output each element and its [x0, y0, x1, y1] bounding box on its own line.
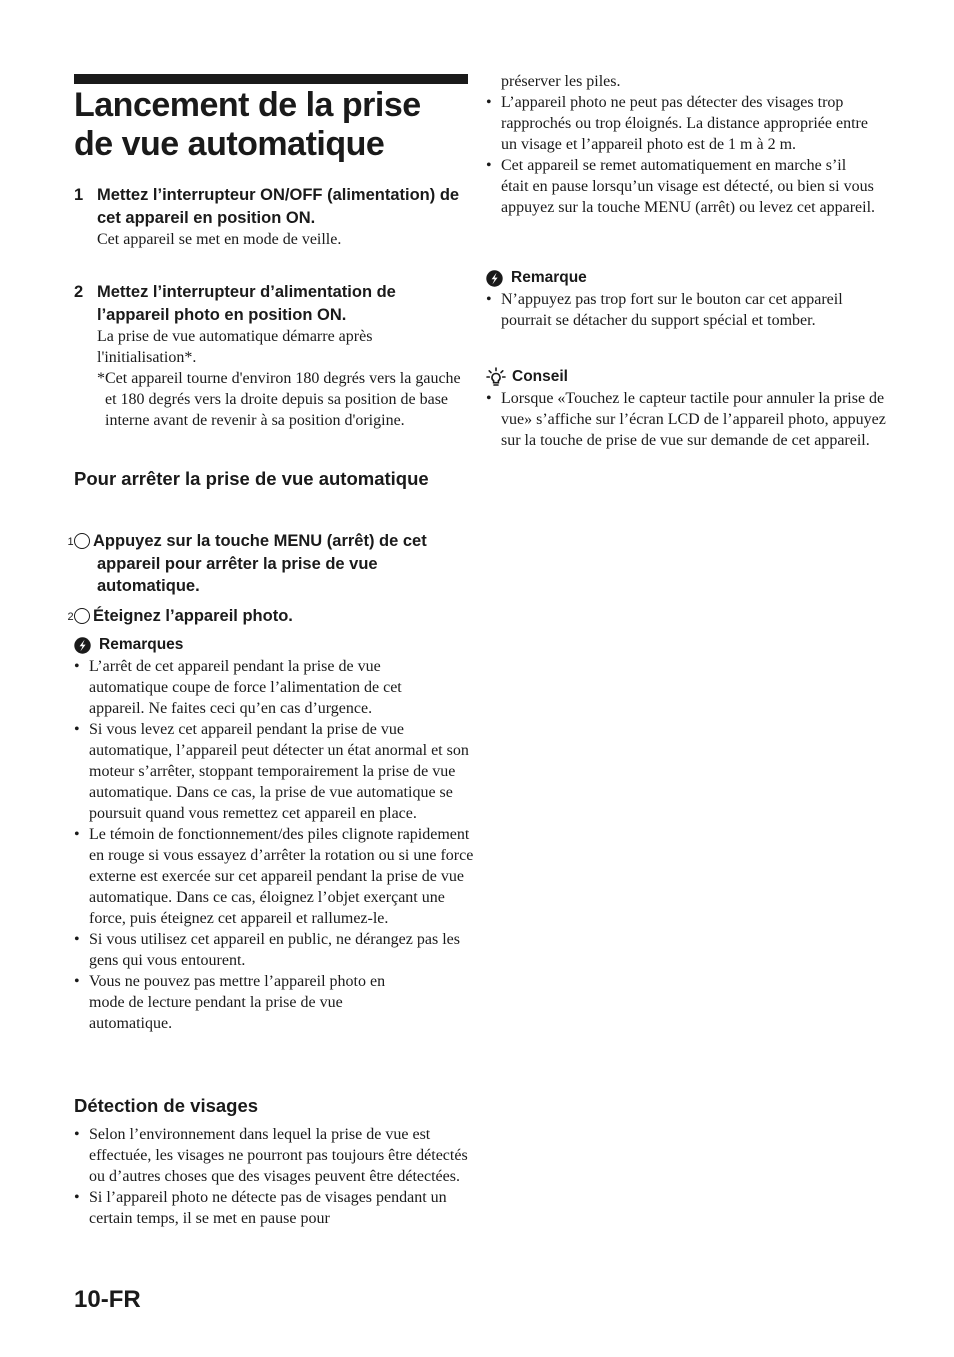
list-item — [74, 1187, 473, 1229]
list-item — [486, 92, 873, 155]
section-heading-stop: Pour arrêter la prise de vue automatique — [74, 468, 429, 489]
item-text: N’appuyez pas trop fort sur le bouton car cet appareil pourrait se détacher du support spécial et tomber. — [501, 291, 843, 329]
tip-heading — [486, 367, 568, 387]
remark-list — [486, 289, 882, 331]
list-item — [486, 289, 866, 331]
bullet: • — [74, 1189, 80, 1206]
list-item — [74, 929, 471, 971]
item-text: Si vous levez cet appareil pendant la prise de vue automatique, l’appareil peut détecter un état anormal et son moteur s’arrêter, stoppant temporairement la prise de vue automatique. Dans ce cas, la prise de vue automatique se poursuit quand vous remettez cet appareil en place. — [89, 721, 469, 822]
item-text: Vous ne pouvez pas mettre l’appareil photo en mode de lecture pendant la prise de vue automatique. — [89, 973, 386, 1032]
bullet: • — [74, 973, 80, 990]
bullet: • — [486, 94, 492, 111]
bullet: • — [486, 291, 492, 308]
item-text: L’appareil photo ne peut pas détecter des visages trop rapprochés ou trop éloignés. La distance appropriée entre un visage et l’appareil photo est de 1 m à 2 m. — [501, 94, 868, 153]
list-item — [74, 719, 470, 824]
circled-number: 1 — [74, 533, 90, 549]
step-title: Mettez l’interrupteur ON/OFF (alimentation) de cet appareil en position ON. — [97, 186, 460, 227]
list-item — [74, 971, 424, 1034]
caution-icon — [486, 270, 503, 287]
substep-text: Éteignez l’appareil photo. — [93, 607, 293, 625]
remark-heading — [486, 268, 587, 288]
page-title — [74, 86, 474, 164]
item-text: L’arrêt de cet appareil pendant la prise de vue automatique coupe de force l’alimentation de cet appareil. Ne faites ceci qu’en cas d’urgence. — [89, 658, 402, 717]
faces-list — [74, 1124, 470, 1229]
item-text: Cet appareil se remet automatiquement en marche s’il était en pause lorsqu’un visage est détecté, ou bien si vous appuyez sur la touche MENU (arrêt) ou levez cet appareil. — [501, 157, 876, 216]
remarks-heading — [74, 635, 183, 655]
substep-1 — [67, 530, 470, 598]
list-item — [74, 824, 483, 929]
bullet: • — [74, 826, 80, 843]
title-line-1: Lancement de la prise — [74, 86, 421, 124]
bullet: • — [74, 1126, 80, 1143]
substep-text: Appuyez sur la touche MENU (arrêt) de cet appareil pour arrêter la prise de vue automatique. — [93, 532, 427, 595]
faces-list-continued — [486, 92, 882, 218]
remarks-list — [74, 656, 474, 1034]
step-2 — [74, 281, 470, 431]
tip-list — [486, 388, 886, 451]
remarks-label: Remarques — [99, 636, 184, 653]
step-number: 1 — [74, 186, 84, 204]
continuation-text: préserver les piles. — [501, 73, 621, 90]
list-item — [74, 1124, 469, 1187]
step-number: 2 — [74, 283, 84, 301]
bullet: • — [486, 157, 492, 174]
circled-number: 2 — [74, 608, 90, 624]
title-rule — [74, 74, 468, 84]
step-1 — [74, 184, 470, 250]
bullet: • — [486, 390, 492, 407]
section-heading-faces: Détection de visages — [74, 1095, 259, 1116]
page-number: 10-FR — [74, 1286, 141, 1313]
bullet: • — [74, 931, 80, 948]
step-footnote: *Cet appareil tourne d'environ 180 degrés vers la gauche et 180 degrés vers la droite depuis sa position de base interne avant de revenir à sa position d'origine. — [97, 370, 461, 429]
bullet: • — [74, 721, 80, 738]
list-item — [486, 155, 877, 218]
item-text: Si l’appareil photo ne détecte pas de visages pendant un certain temps, il se met en pause pour — [89, 1189, 447, 1227]
step-title: Mettez l’interrupteur d’alimentation de l’appareil photo en position ON. — [97, 283, 396, 324]
bullet: • — [74, 658, 80, 675]
item-text: Lorsque «Touchez le capteur tactile pour annuler la prise de vue» s’affiche sur l’écran LCD de l’appareil photo, appuyez sur la touche de prise de vue sur demande de cet appareil. — [501, 390, 886, 449]
lightbulb-icon — [486, 367, 506, 387]
item-text: Le témoin de fonctionnement/des piles clignote rapidement en rouge si vous essayez d’arrêter la rotation ou si une force externe est exercée sur cet appareil pendant la prise de vue automatique. Dans ce cas, éloignez l’objet exerçant une force, puis éteignez cet appareil et rallumez-le. — [89, 826, 474, 927]
substep-2 — [67, 605, 470, 628]
step-body: La prise de vue automatique démarre après l'initialisation*. — [97, 328, 373, 366]
item-text: Si vous utilisez cet appareil en public, ne dérangez pas les gens qui vous entourent. — [89, 931, 460, 969]
list-item — [486, 388, 893, 451]
title-line-2: de vue automatique — [74, 125, 385, 163]
list-item — [74, 656, 457, 719]
caution-icon — [74, 637, 91, 654]
item-text: Selon l’environnement dans lequel la prise de vue est effectuée, les visages ne pourront pas toujours être détectés ou d’autres choses que des visages peuvent être détectées. — [89, 1126, 468, 1185]
step-body: Cet appareil se met en mode de veille. — [97, 231, 342, 248]
tip-label: Conseil — [512, 368, 568, 385]
remark-label: Remarque — [511, 269, 587, 286]
